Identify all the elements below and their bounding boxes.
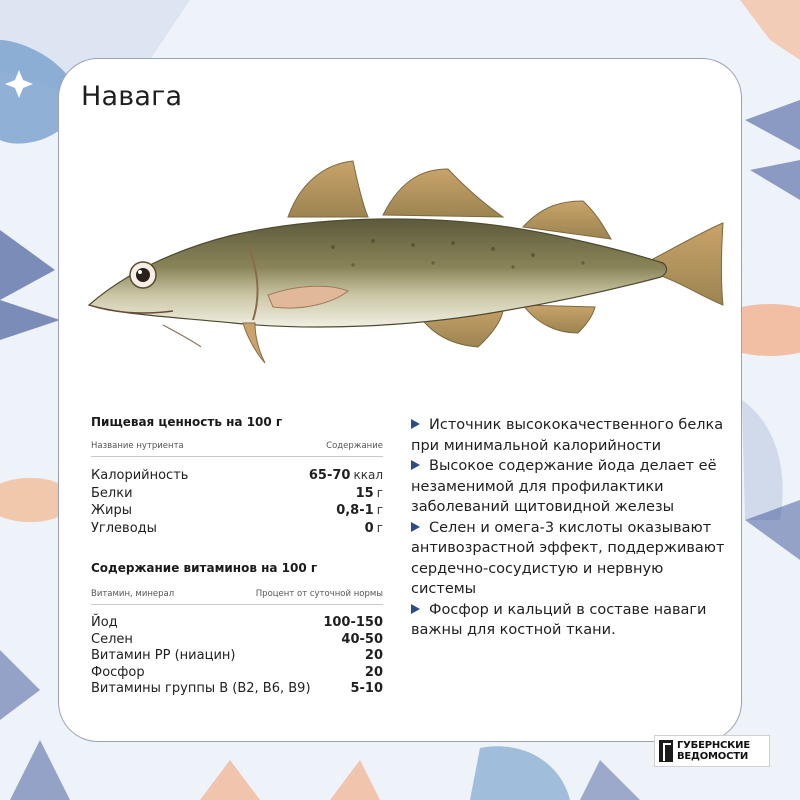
nutrient-name: Жиры: [91, 503, 132, 518]
list-item: [411, 456, 731, 518]
vitamin-name: Йод: [91, 615, 118, 630]
nutrient-unit: г: [376, 503, 383, 517]
vitamins-table: [91, 561, 383, 698]
fish-illustration: [83, 155, 725, 365]
vitamins-heading: Содержание витаминов на 100 г: [91, 561, 318, 575]
table-row: [91, 485, 383, 503]
table-row: [91, 648, 383, 665]
triangle-bullet-icon: [411, 419, 420, 429]
vitamin-value: 5-10: [350, 681, 383, 696]
nutrient-name: Белки: [91, 485, 133, 501]
vitamin-value: 20: [364, 664, 383, 680]
table-row: [91, 681, 383, 698]
nutrient-unit: ккал: [353, 468, 383, 482]
triangle-bullet-icon: [411, 460, 420, 470]
publisher-logo: [654, 735, 770, 767]
table-row: [91, 467, 383, 485]
table-row: [91, 520, 383, 538]
nutrient-name: Калорийность: [91, 468, 189, 483]
logo-mark-icon: [659, 740, 673, 762]
fact-text: Фосфор и кальций в составе наваги важны для костной ткани.: [411, 601, 707, 638]
facts-list: [411, 415, 731, 641]
vitamin-name: Селен: [91, 631, 133, 647]
nutrient-unit: г: [376, 485, 383, 500]
vitamin-name: Фосфор: [91, 664, 145, 680]
fact-text: Селен и омега-3 кислоты оказывают антивозрастной эффект, поддерживают сердечно-сосудистую и нервную системы: [411, 519, 725, 597]
list-item: [411, 415, 731, 456]
nutrition-table: [91, 415, 383, 537]
nutrition-heading: Пищевая ценность на 100 г: [91, 415, 283, 429]
vitamins-header-row: [91, 589, 383, 605]
table-row: [91, 615, 383, 632]
vitamins-col-name: Витамин, минерал: [91, 589, 175, 599]
triangle-bullet-icon: [411, 522, 420, 532]
nutrient-name: Углеводы: [91, 520, 157, 536]
nutrient-value: 0,8-1: [336, 503, 374, 518]
table-row: [91, 632, 383, 649]
table-row: [91, 665, 383, 682]
nutrient-value: 65-70: [308, 468, 351, 483]
fact-text: Высокое содержание йода делает её незаменимой для профилактики заболеваний щитовидной железы: [411, 458, 717, 515]
vitamin-name: Витамин PP (ниацин): [91, 648, 236, 663]
nutrition-header-row: [91, 441, 383, 457]
nutrient-value: 15: [355, 485, 374, 501]
nutrition-col-name: Название нутриента: [91, 441, 184, 451]
list-item: [411, 600, 731, 641]
logo-line-1: ГУБЕРНСКИЕ: [677, 740, 750, 751]
nutrition-col-value: Содержание: [326, 441, 383, 451]
vitamin-value: 20: [364, 648, 383, 663]
table-row: [91, 502, 383, 520]
vitamin-value: 100-150: [323, 615, 383, 630]
fact-text: Источник высококачественного белка при минимальной калорийности: [411, 417, 724, 454]
info-card: [58, 58, 742, 742]
page-title: Навага: [81, 81, 183, 112]
vitamins-col-value: Процент от суточной нормы: [255, 589, 383, 599]
nutrient-value: 0: [364, 520, 374, 536]
nutrient-unit: г: [376, 520, 383, 535]
list-item: [411, 518, 731, 600]
logo-line-2: ВЕДОМОСТИ: [677, 751, 749, 762]
vitamin-name: Витамины группы В (В2, В6, В9): [91, 681, 311, 696]
triangle-bullet-icon: [411, 604, 420, 614]
vitamin-value: 40-50: [341, 631, 383, 647]
